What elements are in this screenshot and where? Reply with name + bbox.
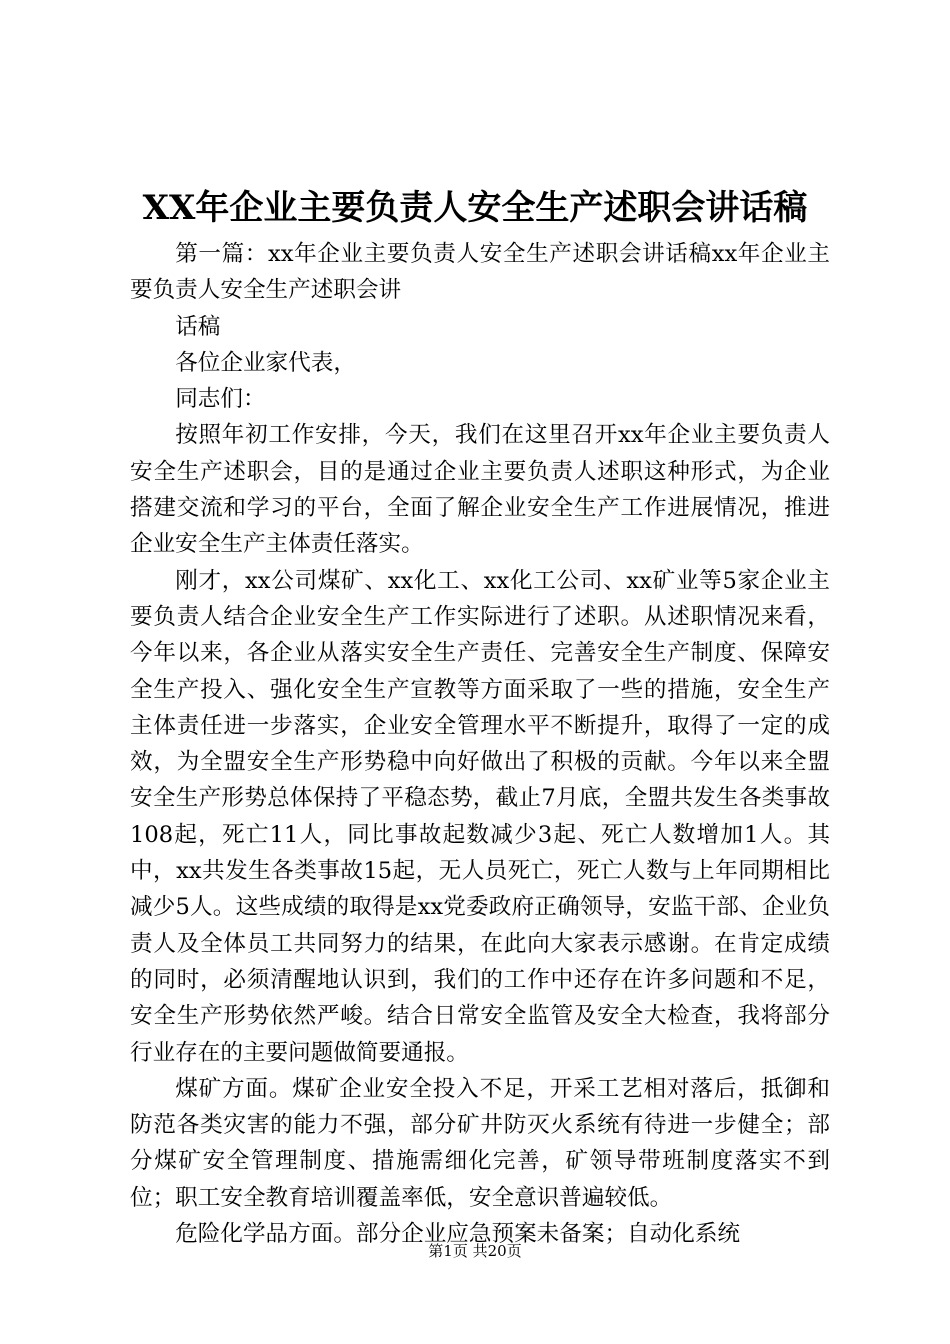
paragraph-continuation: 话稿: [175, 313, 221, 340]
paragraph-coal-mine: 煤矿方面。煤矿企业安全投入不足，开采工艺相对落后，抵御和防范各类灾害的能力不强，部分矿井防灭火系统有待进一步健全；部分煤矿安全管理制度、措施需细化完善，矿领导带班制度落实不到位；职工安全教育培训覆盖率低，安全意识普遍较低。: [130, 1075, 830, 1211]
document-title: XX年企业主要负责人安全生产述职会讲话稿: [142, 188, 808, 228]
document-body: [130, 236, 830, 1252]
page-number: 第1页 共20页: [428, 1242, 522, 1260]
paragraph-body-1: 按照年初工作安排，今天，我们在这里召开xx年企业主要负责人安全生产述职会，目的是通过企业主要负责人述职这种形式，为企业搭建交流和学习的平台，全面了解企业安全生产工作进展情况，推进企业安全生产主体责任落实。: [130, 422, 830, 558]
paragraph-intro: 第一篇：xx年企业主要负责人安全生产述职会讲话稿xx年企业主要负责人安全生产述职会讲: [130, 241, 830, 304]
paragraph-body-2: 刚才，xx公司煤矿、xx化工、xx化工公司、xx矿业等5家企业主要负责人结合企业安全生产工作实际进行了述职。从述职情况来看，今年以来，各企业从落实安全生产责任、完善安全生产制度、保障安全生产投入、强化安全生产宣教等方面采取了一些的措施，安全生产主体责任进一步落实，企业安全管理水平不断提升，取得了一定的成效，为全盟安全生产形势稳中向好做出了积极的贡献。今年以来全盟安全生产形势总体保持了平稳态势，截止7月底，全盟共发生各类事故108起，死亡11人，同比事故起数减少3起、死亡人数增加1人。其中，xx共发生各类事故15起，无人员死亡，死亡人数与上年同期相比减少5人。这些成绩的取得是xx党委政府正确领导，安监干部、企业负责人及全体员工共同努力的结果，在此向大家表示感谢。在肯定成绩的同时，必须清醒地认识到，我们的工作中还存在许多问题和不足，安全生产形势依然严峻。结合日常安全监管及安全大检查，我将部分行业存在的主要问题做简要通报。: [130, 567, 830, 1066]
paragraph-hazardous-chemicals: 危险化学品方面。部分企业应急预案未备案；自动化系统: [175, 1221, 741, 1248]
paragraph-salutation-1: 各位企业家代表，: [175, 349, 356, 376]
paragraph-salutation-2: 同志们：: [175, 386, 266, 413]
